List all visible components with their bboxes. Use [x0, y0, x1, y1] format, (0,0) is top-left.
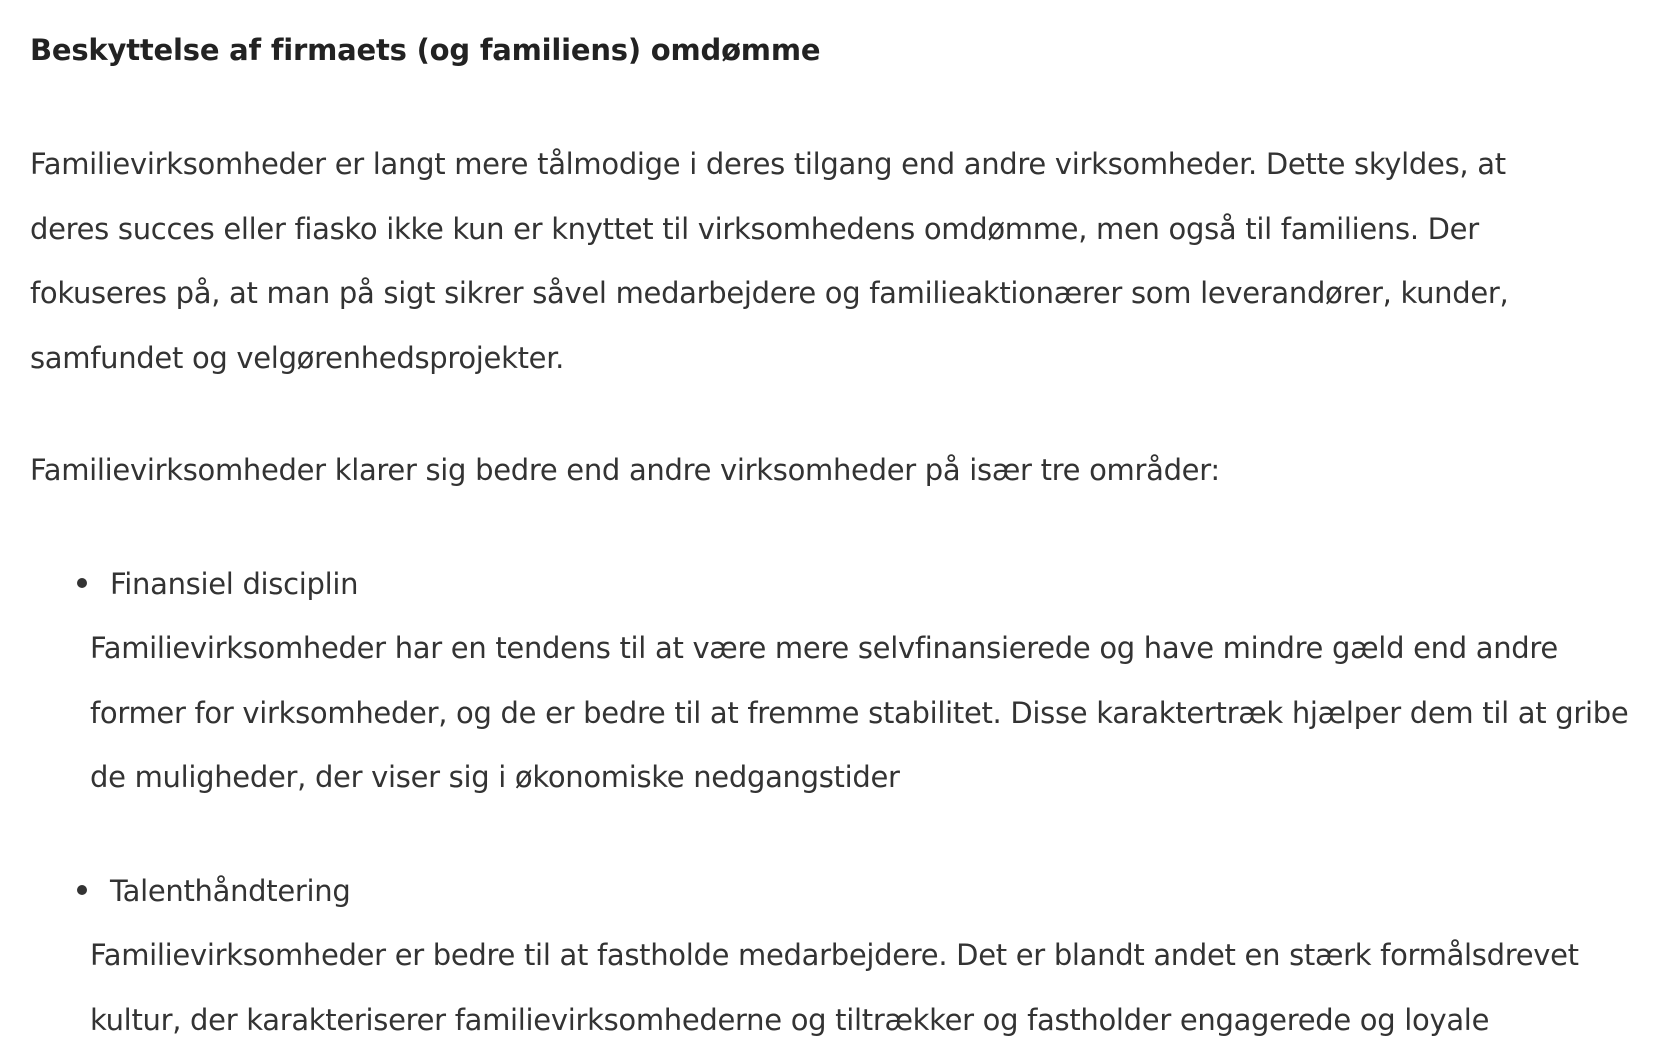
intro-paragraph: Familievirksomheder er langt mere tålmodige i deres tilgang end andre virksomheder. Dette skyldes, at deres succes eller fiasko ikke kun er knyttet til virksomhedens omdømme, men også til familiens. Der fokuseres på, at man på sigt sikrer såvel medarbejdere og familieaktionærer som leverandører, kunder, samfundet og velgørenhedsprojekter. [30, 147, 1509, 375]
list-item-row [0, 552, 1676, 616]
list-item-title: Finansiel disciplin [110, 567, 359, 601]
list-item-title: Talenthåndtering [110, 874, 351, 908]
section-heading: Beskyttelse af firmaets (og familiens) omdømme [30, 33, 821, 67]
bullet-icon [77, 578, 87, 588]
areas-intro-paragraph: Familievirksomheder klarer sig bedre end andre virksomheder på især tre områder: [30, 453, 1220, 487]
list-item-description: Familievirksomheder har en tendens til at være mere selvfinansierede og have mindre gæld end andre former for virksomheder, og de er bedre til at fremme stabilitet. Disse karaktertræk hjælper dem til at gribe de muligheder, der viser sig i økonomiske nedgangstider [90, 631, 1629, 794]
bullet-icon [77, 885, 87, 895]
list-item-description: Familievirksomheder er bedre til at fastholde medarbejdere. Det er blandt andet en stærk formålsdrevet kultur, der karakteriserer familievirksomhederne og tiltrækker og fastholder engagerede og loyale [90, 938, 1579, 1037]
list-item-row [0, 859, 1676, 923]
